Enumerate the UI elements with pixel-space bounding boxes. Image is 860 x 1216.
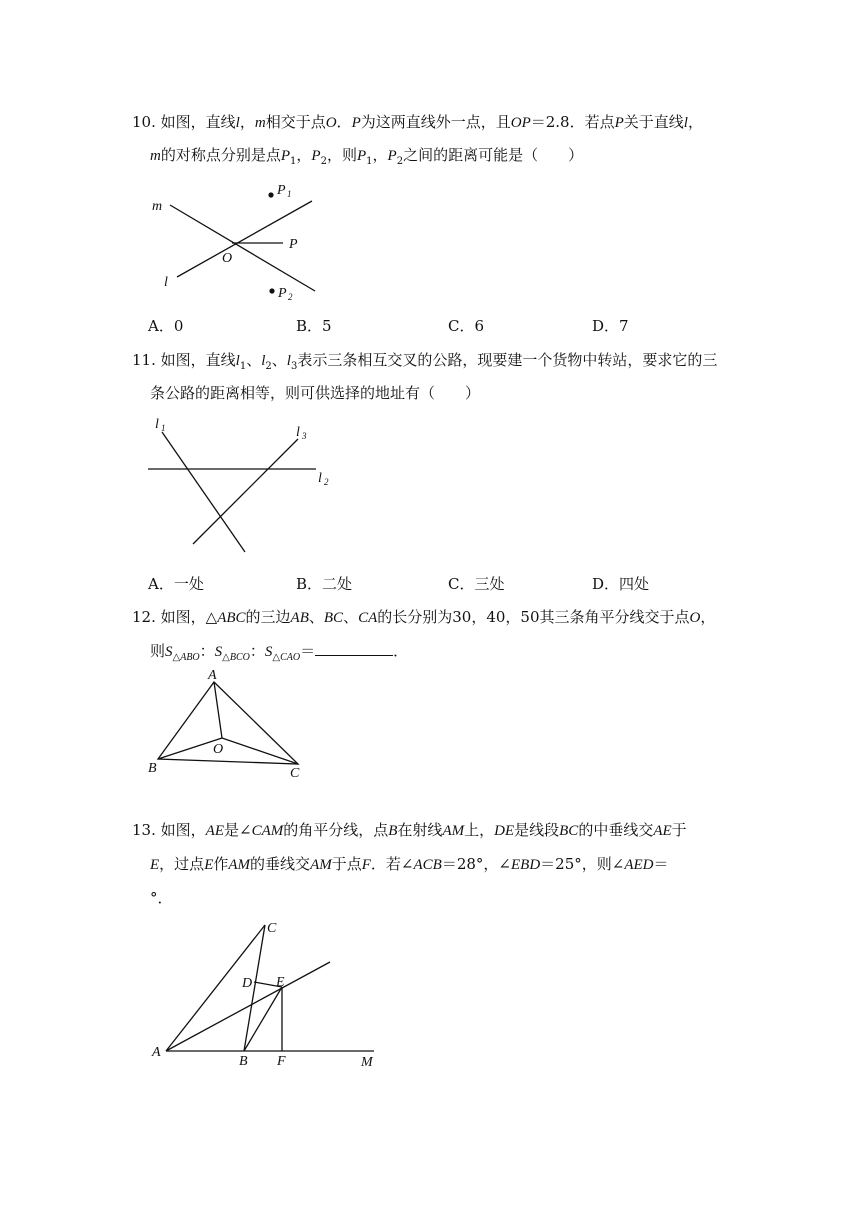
q13-text: 的垂线交 [250, 855, 311, 873]
q10-number: 10. [132, 113, 156, 131]
label-l2: l [318, 471, 322, 486]
q13-number: 13. [132, 821, 156, 839]
q10-var-p: P [351, 115, 361, 131]
q11-subscript: 2 [265, 361, 272, 372]
label-o: O [213, 742, 224, 757]
q10-var-p: P [387, 148, 397, 164]
q10-options [148, 315, 708, 335]
q11-option-b[interactable]: B．二处 [296, 575, 353, 593]
q13-text: 是∠ [223, 821, 252, 839]
label-m: m [152, 199, 163, 214]
q13-line2 [150, 854, 669, 875]
q11-text: 表示三条相互交叉的公路，现要建一个货物中转站，要求它的三 [297, 351, 718, 369]
q12-text: ， [700, 608, 716, 626]
q11-var-l: l [286, 353, 291, 369]
q10-subscript: 2 [396, 156, 404, 167]
q11-sep: 、 [246, 351, 262, 369]
q10-subscript: 1 [290, 156, 297, 167]
label-l2-sub: 2 [324, 477, 329, 487]
q13-var: EBD [511, 857, 541, 873]
q13-text: °． [150, 889, 173, 907]
q10-text: 的对称点分别是点 [160, 146, 281, 164]
q11-subscript: 1 [239, 361, 247, 372]
q11-subscript: 3 [290, 361, 298, 372]
label-p: P [289, 237, 298, 252]
q13-text: 是线段 [514, 821, 560, 839]
q13-text: ＝28°，∠ [441, 855, 511, 873]
q13-text: ．若∠ [370, 855, 414, 873]
q12-sep: 、 [343, 608, 359, 626]
q11-sep: 、 [271, 351, 287, 369]
q10-var-p: P [356, 148, 367, 164]
q13-line3 [150, 888, 173, 908]
q13-text: ＝25°，则∠ [540, 855, 625, 873]
q11-option-a[interactable]: A．一处 [148, 575, 204, 593]
q13-text: 的中垂线交 [578, 821, 654, 839]
q11-number: 11. [132, 351, 156, 369]
q10-option-a[interactable]: A．0 [148, 317, 184, 335]
q13-var: AM [442, 823, 465, 839]
q12-var: BC [323, 610, 344, 626]
q13-var: AM [310, 857, 332, 873]
q13-var: B [388, 823, 398, 839]
q13-var: CAM [251, 823, 284, 839]
q13-var: AM [228, 857, 251, 873]
point-p2 [269, 288, 274, 293]
label-a: A [208, 668, 217, 683]
q13-text: 在射线 [397, 821, 443, 839]
q11-text: 条公路的距离相等，则可供选择的地址有（ ） [150, 384, 481, 402]
q11-line1 [132, 350, 717, 377]
q11-option-c[interactable]: C．三处 [448, 575, 505, 593]
label-c: C [267, 921, 277, 936]
q10-text: 如图，直线 [160, 113, 236, 131]
label-l3: l [296, 425, 300, 440]
label-m: M [361, 1055, 373, 1070]
label-o: O [222, 251, 233, 266]
label-p1: P [277, 183, 286, 198]
q12-sep: 、 [308, 608, 324, 626]
q10-text: 之间的距离可能是（ ） [403, 146, 584, 164]
label-e: E [276, 975, 285, 990]
q12-text: 如图，△ [160, 608, 218, 626]
label-c: C [290, 766, 300, 780]
q13-text: ，过点 [159, 855, 205, 873]
q13-var: E [204, 857, 214, 873]
q10-sep: ． [336, 113, 352, 131]
q12-text: ． [393, 642, 409, 660]
q12-var: S [165, 644, 173, 660]
q12-text: 的三边 [245, 608, 291, 626]
q13-text: 如图， [160, 821, 206, 839]
q11-figure [140, 412, 340, 558]
q13-text: 于 [671, 821, 687, 839]
q13-text: 于点 [331, 855, 362, 873]
q10-var-m: m [150, 148, 161, 164]
q12-var: CA [358, 610, 378, 626]
label-l: l [164, 275, 168, 290]
q13-var: F [361, 857, 371, 873]
label-f: F [277, 1054, 286, 1069]
q13-var: E [150, 857, 160, 873]
q13-var: DE [494, 823, 515, 839]
q10-var-op: OP [510, 115, 531, 131]
q12-line1 [132, 607, 715, 628]
q13-line1 [132, 820, 687, 841]
q10-text: 关于直线 [623, 113, 684, 131]
q13-text: ＝ [653, 855, 669, 873]
line-l3 [193, 439, 298, 544]
answer-blank[interactable] [315, 641, 393, 656]
label-l1: l [155, 417, 159, 432]
q10-text: 相交于点 [265, 113, 326, 131]
label-b: B [148, 761, 157, 776]
q13-text: 上， [464, 821, 495, 839]
q13-var: ACB [413, 857, 442, 873]
q11-option-d[interactable]: D．四处 [592, 575, 650, 593]
q10-option-d[interactable]: D．7 [592, 317, 629, 335]
q10-sep: ， [372, 146, 388, 164]
q10-var-p: P [614, 115, 624, 131]
q10-text: ＝2.8．若点 [530, 113, 615, 131]
q12-var: ABC [217, 610, 246, 626]
q10-line2 [150, 145, 583, 172]
q10-option-c[interactable]: C．6 [448, 317, 485, 335]
q12-var: AB [290, 610, 309, 626]
q10-var-p: P [280, 148, 291, 164]
q12-var: S [214, 644, 223, 660]
q11-line2 [150, 383, 480, 403]
q10-var-p: P [311, 148, 321, 164]
q11-options [148, 573, 708, 593]
label-l3-sub: 3 [302, 431, 307, 441]
q10-subscript: 1 [366, 156, 373, 167]
q11-var-l: l [235, 353, 240, 369]
label-b: B [239, 1054, 248, 1069]
q12-var: S [264, 644, 273, 660]
q10-var-l: l [683, 115, 688, 131]
q10-sep: ， [687, 113, 703, 131]
q10-sep: ， [239, 113, 255, 131]
q12-figure [140, 664, 340, 780]
q10-figure [140, 178, 340, 304]
q10-sep: ， [296, 146, 312, 164]
q11-var-l: l [261, 353, 266, 369]
segment-ao [214, 682, 222, 738]
q10-var-l: l [235, 115, 240, 131]
q10-var-m: m [254, 115, 266, 131]
q12-sep: ： [199, 642, 215, 660]
label-l1-sub: 1 [161, 423, 166, 433]
label-d: D [242, 976, 253, 991]
q12-var: O [689, 610, 701, 626]
q13-figure [140, 910, 390, 1075]
label-p1-sub: 1 [287, 189, 292, 199]
q13-text: 作 [213, 855, 229, 873]
q12-subscript: △BCO [222, 652, 250, 663]
point-p1 [268, 192, 273, 197]
q10-text: ，则 [326, 146, 357, 164]
q10-text: 为这两直线外一点，且 [360, 113, 511, 131]
q12-text: 则 [150, 642, 166, 660]
q12-text: ＝ [300, 642, 316, 660]
q10-subscript: 2 [320, 156, 327, 167]
q10-option-b[interactable]: B．5 [296, 317, 332, 335]
q13-var: BC [559, 823, 579, 839]
label-p2: P [278, 286, 287, 301]
q10-line1 [132, 112, 703, 133]
q12-number: 12. [132, 608, 156, 626]
q13-var: AE [205, 823, 224, 839]
q12-subscript: △ABO [172, 652, 200, 663]
q12-text: 的长分别为30，40，50其三条角平分线交于点 [377, 608, 690, 626]
segment-co [222, 738, 298, 764]
q11-text: 如图，直线 [160, 351, 236, 369]
label-a: A [152, 1045, 161, 1060]
q13-var: AE [653, 823, 672, 839]
label-p2-sub: 2 [288, 292, 293, 302]
q10-var-o: O [325, 115, 337, 131]
q12-sep: ： [249, 642, 265, 660]
q13-var: AED [624, 857, 654, 873]
q12-subscript: △CAO [272, 652, 301, 663]
q13-text: 的角平分线，点 [283, 821, 389, 839]
